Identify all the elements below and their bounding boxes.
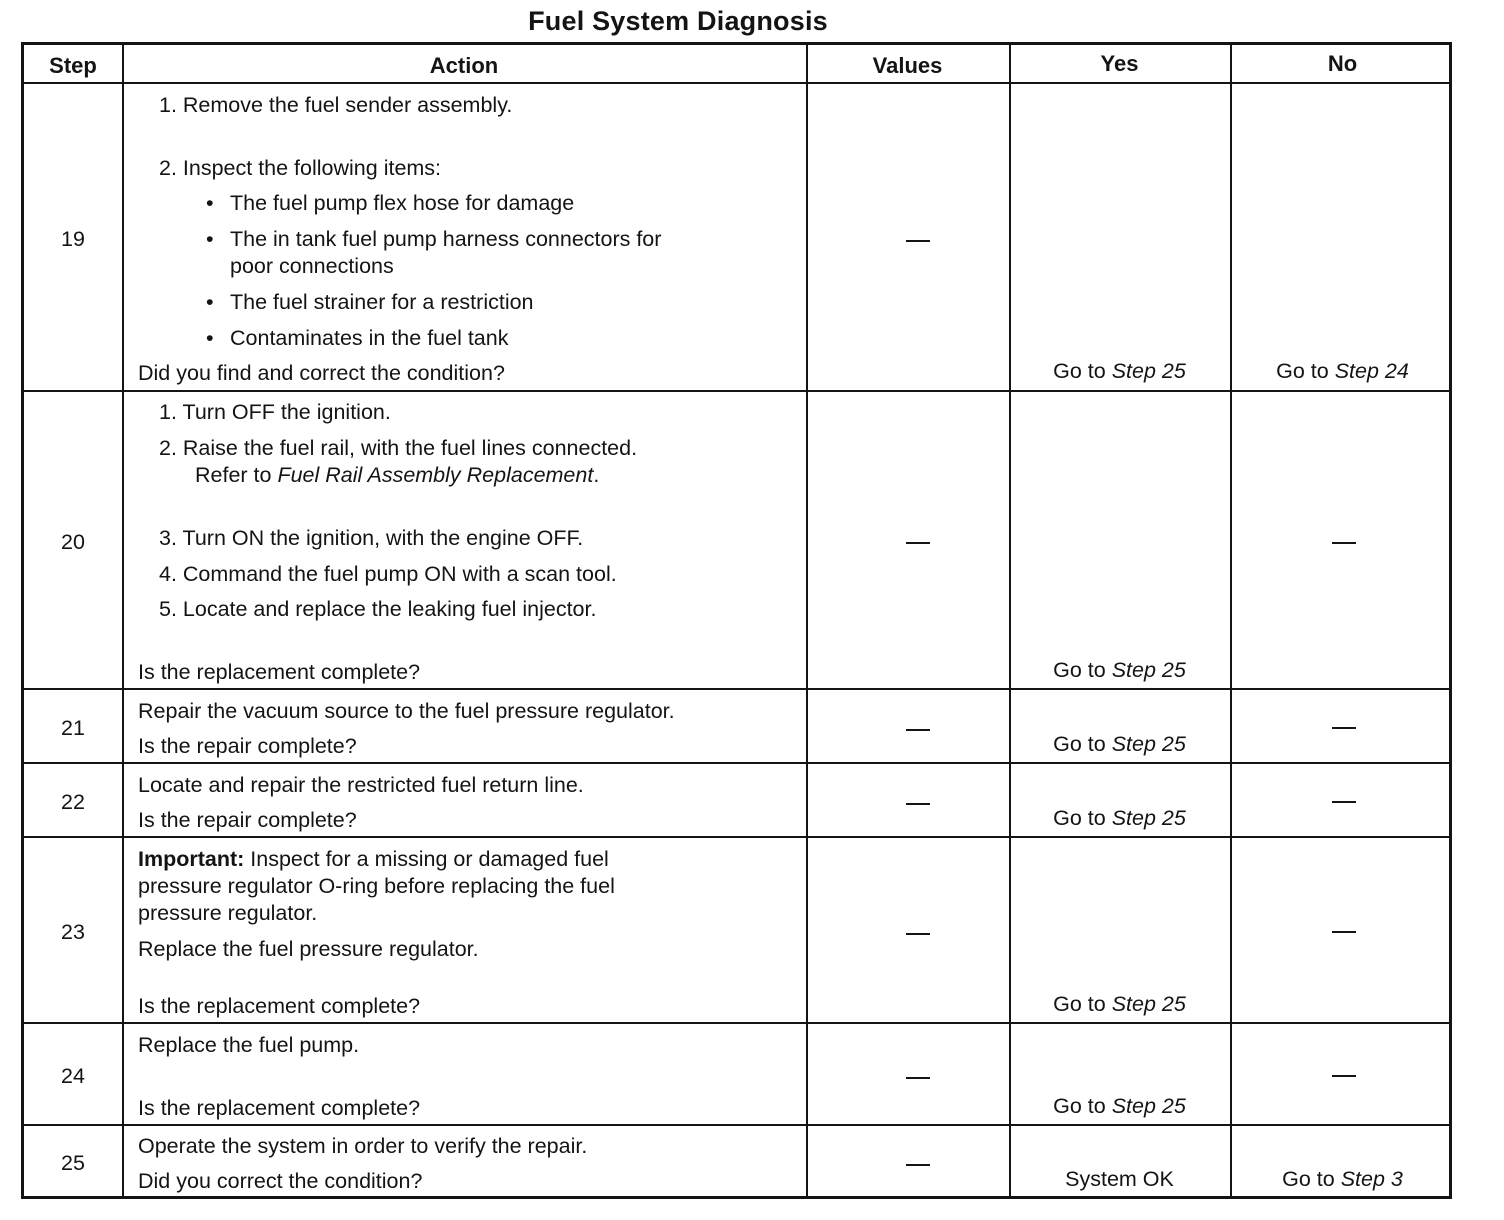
values-dash [906, 240, 930, 242]
action-line: The fuel strainer for a restriction [230, 290, 534, 314]
row-divider [24, 82, 1449, 84]
row-divider [24, 1124, 1449, 1126]
action-line: 3. Turn ON the ignition, with the engine OFF. [159, 526, 584, 550]
row-divider [24, 688, 1449, 690]
values-dash [906, 729, 930, 731]
action-line: Operate the system in order to verify the repair. [138, 1134, 588, 1158]
page-title: Fuel System Diagnosis [528, 6, 828, 36]
values-dash [906, 803, 930, 805]
action-line: 1. Remove the fuel sender assembly. [159, 93, 513, 117]
yes-outcome: Go to Step 25 [1053, 658, 1186, 682]
action-question: Did you find and correct the condition? [138, 361, 505, 385]
action-line: The fuel pump flex hose for damage [230, 191, 575, 215]
yes-outcome: Go to Step 25 [1053, 992, 1186, 1016]
no-outcome: Go to Step 3 [1282, 1167, 1403, 1191]
step-number: 24 [61, 1064, 85, 1088]
action-line: Replace the fuel pressure regulator. [138, 937, 479, 961]
values-dash [906, 1077, 930, 1079]
action-line: Contaminates in the fuel tank [230, 326, 509, 350]
header-step: Step [49, 53, 97, 78]
no-dash [1332, 1075, 1356, 1077]
row-divider [24, 762, 1449, 764]
important-label: Important: [138, 847, 245, 871]
action-line: Important: Inspect for a missing or damaged fuel [138, 847, 609, 871]
step-number: 19 [61, 227, 85, 251]
action-question: Is the replacement complete? [138, 660, 421, 684]
step-number: 25 [61, 1151, 85, 1175]
header-yes: Yes [1100, 51, 1139, 76]
action-line: 1. Turn OFF the ignition. [159, 400, 391, 424]
action-line: pressure regulator. [138, 901, 318, 925]
no-dash [1332, 801, 1356, 803]
no-dash [1332, 542, 1356, 544]
action-line: 5. Locate and replace the leaking fuel injector. [159, 597, 597, 621]
action-question: Is the repair complete? [138, 808, 357, 832]
header-no: No [1327, 51, 1358, 76]
action-line: Replace the fuel pump. [138, 1033, 360, 1057]
action-line: Refer to Fuel Rail Assembly Replacement. [195, 463, 600, 487]
bullet-icon: • [206, 191, 214, 215]
action-line: pressure regulator O-ring before replacing the fuel [138, 874, 615, 898]
action-line: poor connections [230, 254, 394, 278]
header-values: Values [872, 53, 943, 78]
diagnosis-table [21, 42, 1452, 1199]
row-divider [24, 836, 1449, 838]
yes-outcome: Go to Step 25 [1053, 1094, 1186, 1118]
action-question: Is the replacement complete? [138, 1096, 421, 1120]
action-line: Repair the vacuum source to the fuel pressure regulator. [138, 699, 675, 723]
no-outcome: Go to Step 24 [1276, 359, 1409, 383]
step-number: 21 [61, 716, 85, 740]
step-number: 22 [61, 790, 85, 814]
row-divider [24, 1022, 1449, 1024]
values-dash [906, 1164, 930, 1166]
step-number: 23 [61, 920, 85, 944]
yes-outcome: Go to Step 25 [1053, 732, 1186, 756]
action-line: Locate and repair the restricted fuel return line. [138, 773, 584, 797]
no-dash [1332, 727, 1356, 729]
bullet-icon: • [206, 227, 214, 251]
yes-outcome: System OK [1065, 1167, 1174, 1191]
action-line: The in tank fuel pump harness connectors for [230, 227, 662, 251]
bullet-icon: • [206, 290, 214, 314]
yes-outcome: Go to Step 25 [1053, 359, 1186, 383]
values-dash [906, 933, 930, 935]
action-question: Is the replacement complete? [138, 994, 421, 1018]
no-dash [1332, 931, 1356, 933]
values-dash [906, 542, 930, 544]
action-line: 4. Command the fuel pump ON with a scan tool. [159, 562, 617, 586]
action-line: 2. Inspect the following items: [159, 156, 442, 180]
row-divider [24, 390, 1449, 392]
yes-outcome: Go to Step 25 [1053, 806, 1186, 830]
bullet-icon: • [206, 326, 214, 350]
step-number: 20 [61, 530, 85, 554]
header-action: Action [429, 53, 499, 78]
action-line: 2. Raise the fuel rail, with the fuel lines connected. [159, 436, 638, 460]
action-question: Did you correct the condition? [138, 1169, 423, 1193]
action-question: Is the repair complete? [138, 734, 357, 758]
